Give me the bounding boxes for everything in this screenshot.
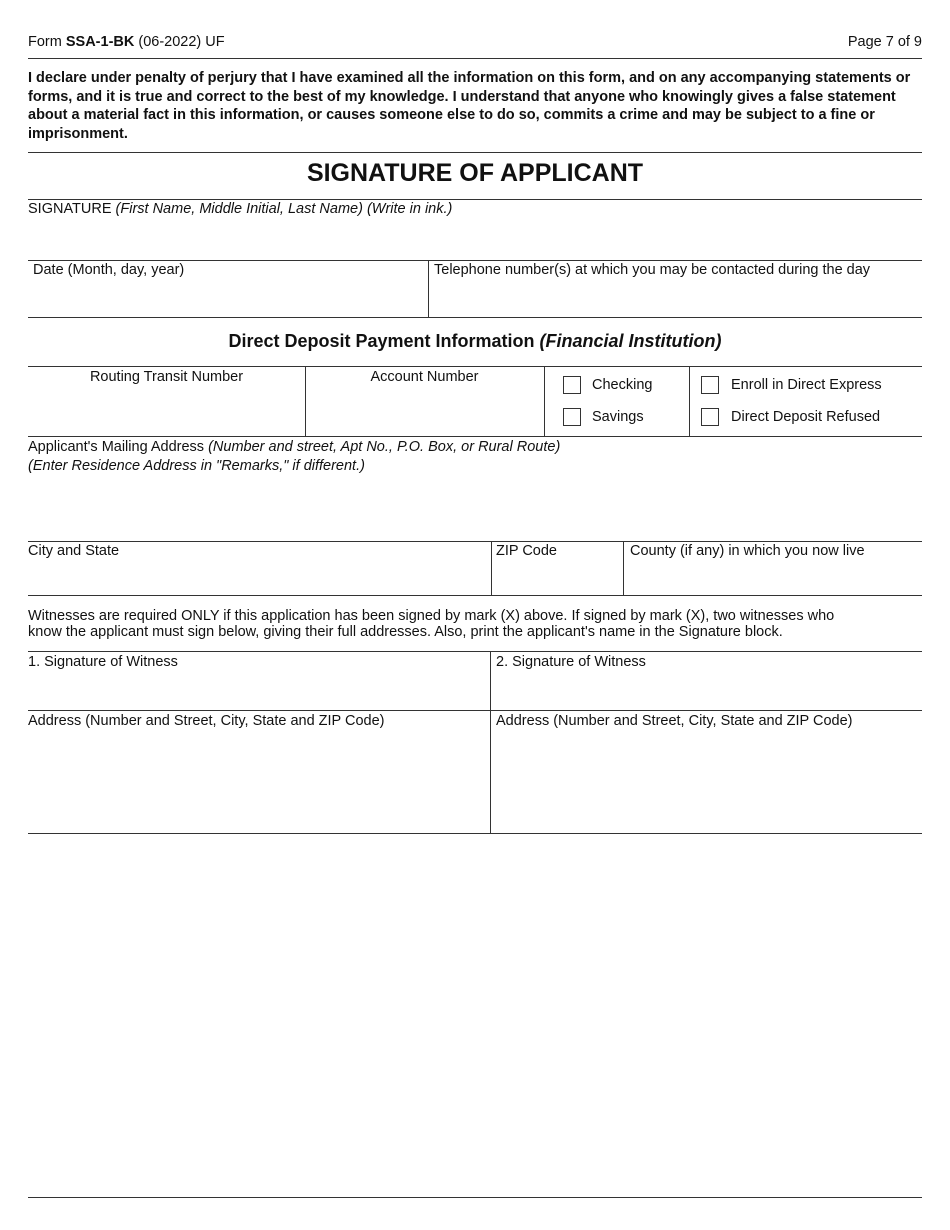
perjury-declaration: I declare under penalty of perjury that I have examined all the information on this form, and on any accompanying statements or forms, and it is true and correct to the best of my knowledge. I understand that anyone who knowingly gives a false statement about a material fact in this information, or causes someone else to do so, commits a crime and may be subject to a fine or imprisonment. — [28, 70, 911, 142]
city-zip-divider — [491, 541, 492, 595]
account-label: Account Number — [370, 369, 479, 385]
phone-label: Telephone number(s) at which you may be contacted during the day — [434, 262, 871, 278]
direct-express-checkbox[interactable] — [701, 376, 719, 394]
witness1-address-label: Address (Number and Street, City, State and ZIP Code) — [28, 713, 385, 729]
footer-rule — [28, 1197, 922, 1198]
signature-label — [28, 201, 452, 218]
witness2-address-field[interactable] — [492, 731, 921, 832]
deposit-bottom-rule — [28, 436, 922, 437]
signature-section-title: SIGNATURE OF APPLICANT — [306, 159, 644, 187]
witness2-label: 2. Signature of Witness — [496, 654, 646, 670]
deposit-refused-label: Direct Deposit Refused — [731, 409, 881, 425]
date-phone-divider — [428, 260, 429, 317]
mailing-address-label-text: Applicant's Mailing Address — [28, 439, 209, 455]
signature-label-instructions: (First Name, Middle Initial, Last Name) (Write in ink.) — [115, 201, 453, 217]
deposit-top-rule — [28, 366, 922, 367]
city-rule — [28, 595, 922, 596]
signature-rule — [28, 260, 922, 261]
page-number: Page 7 of 9 — [847, 34, 922, 50]
witness1-address-field[interactable] — [28, 731, 488, 832]
county-field[interactable] — [625, 561, 921, 594]
savings-checkbox[interactable] — [563, 408, 581, 426]
form-id — [28, 34, 225, 51]
witness2-address-label: Address (Number and Street, City, State and ZIP Code) — [496, 713, 853, 729]
mailing-address-field[interactable] — [28, 478, 922, 540]
title-rule — [28, 199, 922, 200]
address-rule — [28, 541, 922, 542]
savings-label: Savings — [592, 409, 644, 425]
signature-label-text: SIGNATURE — [28, 201, 116, 217]
form-prefix: Form — [28, 34, 66, 50]
account-number-field[interactable] — [307, 388, 543, 435]
phone-field[interactable] — [430, 280, 920, 316]
routing-label: Routing Transit Number — [89, 369, 244, 385]
direct-deposit-title-italic: (Financial Institution) — [539, 331, 722, 351]
checking-checkbox[interactable] — [563, 376, 581, 394]
type-divider — [689, 366, 690, 436]
form-revision: (06-2022) UF — [134, 34, 225, 50]
direct-deposit-title — [28, 330, 922, 352]
date-label: Date (Month, day, year) — [33, 262, 185, 278]
witness1-signature-field[interactable] — [28, 672, 488, 709]
direct-express-label: Enroll in Direct Express — [731, 377, 882, 393]
signature-field[interactable] — [28, 219, 922, 259]
declaration-rule — [28, 152, 922, 153]
city-state-field[interactable] — [28, 561, 489, 594]
zip-county-divider — [623, 541, 624, 595]
deposit-refused-checkbox[interactable] — [701, 408, 719, 426]
witness-note-line1: Witnesses are required ONLY if this application has been signed by mark (X) above. If signed by mark (X), two witnesses who — [28, 608, 835, 624]
zip-field[interactable] — [493, 561, 621, 594]
date-phone-rule — [28, 317, 922, 318]
witness2-signature-field[interactable] — [492, 672, 921, 709]
direct-deposit-title-text: Direct Deposit Payment Information — [228, 331, 540, 351]
header-rule — [28, 58, 922, 59]
witness-bottom-rule — [28, 833, 922, 834]
witness-top-rule — [28, 651, 922, 652]
city-state-label: City and State — [28, 543, 120, 559]
form-number: SSA-1-BK — [65, 34, 135, 50]
mailing-address-instructions: (Number and street, Apt No., P.O. Box, or Rural Route) — [208, 439, 561, 455]
witness-divider — [490, 651, 491, 833]
mailing-address-label — [28, 439, 560, 456]
witness1-label: 1. Signature of Witness — [28, 654, 178, 670]
witness-note-line2: know the applicant must sign below, giving their full addresses. Also, print the applicant's name in the Signature block. — [28, 624, 783, 640]
checking-label: Checking — [592, 377, 653, 393]
routing-number-field[interactable] — [28, 388, 304, 435]
date-field[interactable] — [28, 280, 426, 316]
witness-middle-rule — [28, 710, 922, 711]
county-label: County (if any) in which you now live — [630, 543, 865, 559]
residence-note: (Enter Residence Address in "Remarks," if different.) — [28, 458, 365, 474]
zip-label: ZIP Code — [496, 543, 557, 559]
account-divider — [544, 366, 545, 436]
